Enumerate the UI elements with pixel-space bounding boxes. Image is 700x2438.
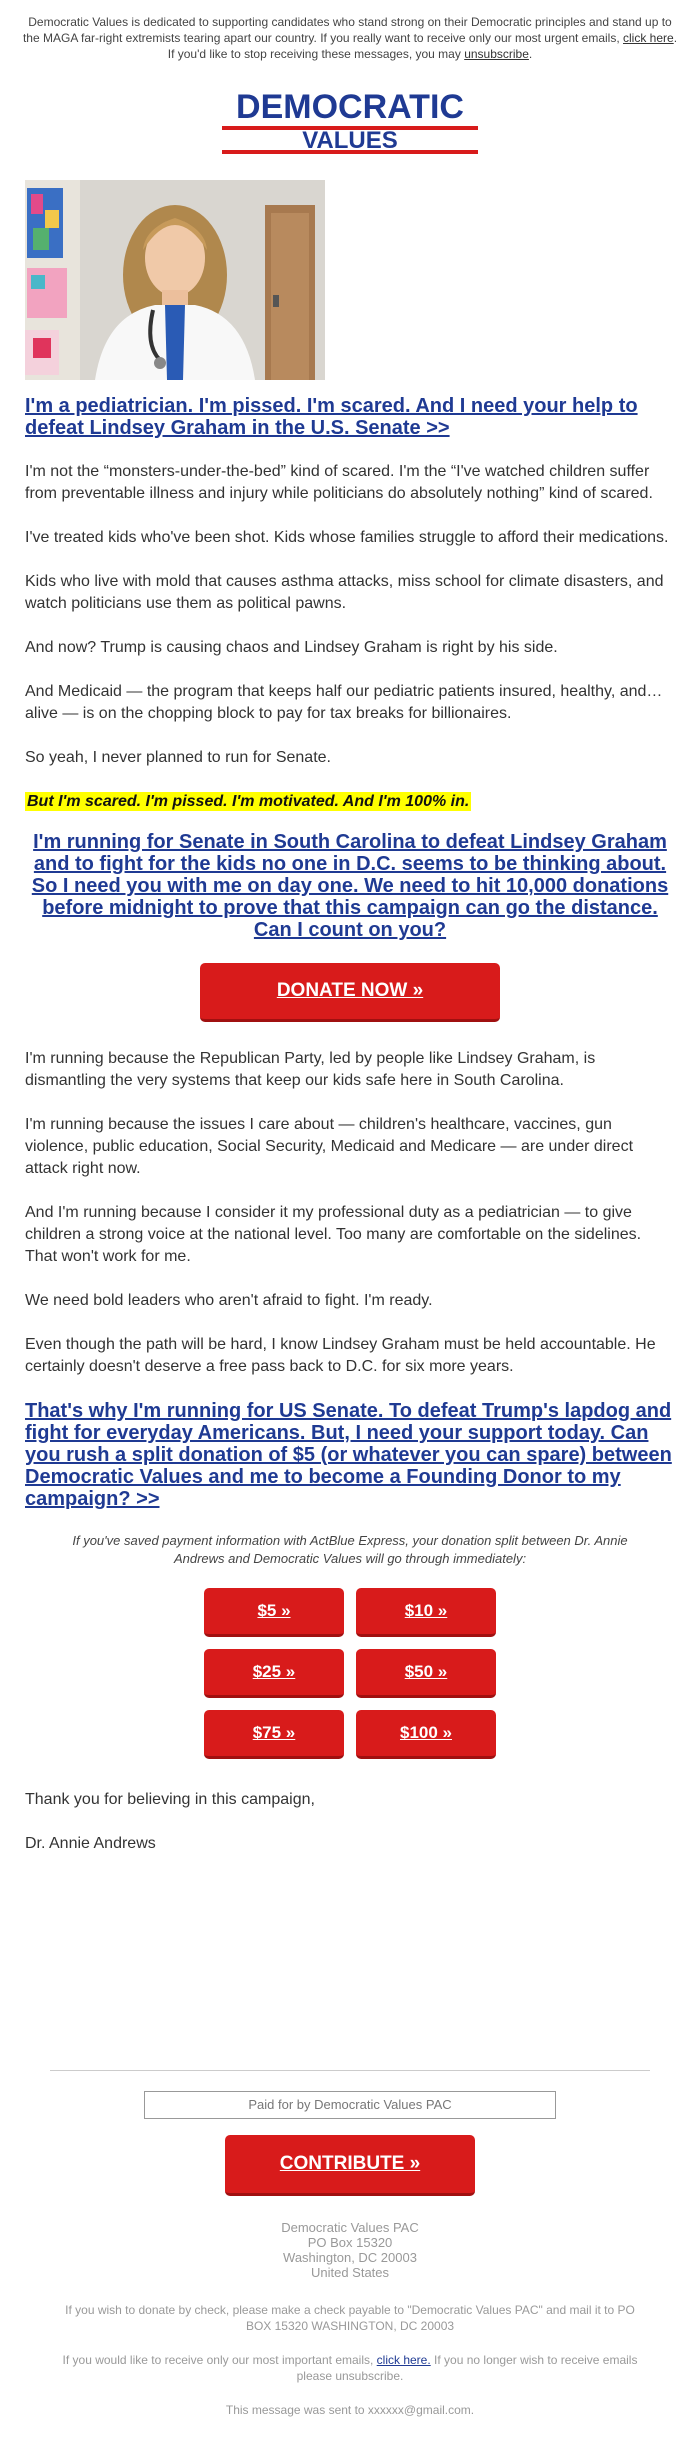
donate-50-button[interactable]: $50 » [356, 1649, 496, 1698]
donate-10-button[interactable]: $10 » [356, 1588, 496, 1637]
body-paragraph: I'm running because the Republican Party, led by people like Lindsey Graham, is dismantling the very systems that keep our kids safe here in South Carolina. [25, 1050, 596, 1089]
headline-link-2[interactable]: I'm running for Senate in South Carolina to defeat Lindsey Graham and to fight for the kids no one in D.C. seems to be thinking about. So I need you with me on day one. We need to hit 10,000 donations before midnight to prove that this campaign can go the distance. Can I count on you? [31, 831, 669, 941]
body-paragraph: I'm running because the issues I care about — children's healthcare, vaccines, gun violence, public education, Social Security, Medicaid and Medicare — are under direct attack right now. [25, 1116, 634, 1177]
democratic-values-logo [220, 86, 480, 156]
body-paragraph: I've treated kids who've been shot. Kids whose families struggle to afford their medications. [25, 529, 669, 546]
address-line: Washington, DC 20003 [283, 2250, 417, 2265]
logo-line1: DEMOCRATIC [236, 88, 464, 126]
footer-divider [50, 2070, 650, 2071]
donation-amounts [25, 1588, 675, 1759]
mailing-address [0, 2220, 700, 2280]
logo-line2: VALUES [302, 127, 398, 154]
unsubscribe-link[interactable]: unsubscribe [464, 47, 529, 61]
address-line: United States [310, 2265, 390, 2280]
body-paragraph: We need bold leaders who aren't afraid to fight. I'm ready. [25, 1292, 433, 1309]
signature: Dr. Annie Andrews [25, 1835, 156, 1852]
important-emails-link[interactable]: click here. [376, 2353, 431, 2367]
headline-link-3[interactable]: That's why I'm running for US Senate. To defeat Trump's lapdog and fight for everyday Americans. But, I need your support today. Can you rush a split donation of $5 (or whatever you can spare) between Democratic Values and me to become a Founding Donor to my campaign? >> [25, 1400, 672, 1510]
paid-for-disclaimer: Paid for by Democratic Values PAC [144, 2091, 556, 2119]
highlight-text: But I'm scared. I'm pissed. I'm motivated. And I'm 100% in. [27, 793, 470, 810]
donate-now-button[interactable]: DONATE NOW » [200, 963, 500, 1022]
contribute-button[interactable]: CONTRIBUTE » [225, 2135, 475, 2196]
footer [0, 2070, 700, 2436]
body-paragraph: Even though the path will be hard, I know Lindsey Graham must be held accountable. He certainly doesn't deserve a free pass back to D.C. for six more years. [25, 1336, 656, 1375]
sent-to-note: This message was sent to xxxxxx@gmail.com. [225, 2403, 475, 2417]
body-paragraph: And I'm running because I consider it my professional duty as a pediatrician — to give children a strong voice at the national level. Too many are comfortable on the sidelines. That won't work for me. [25, 1204, 642, 1265]
donate-5-button[interactable]: $5 » [204, 1588, 344, 1637]
closing-line: Thank you for believing in this campaign, [25, 1791, 315, 1808]
donate-25-button[interactable]: $25 » [204, 1649, 344, 1698]
preheader-text: Democratic Values is dedicated to supporting candidates who stand strong on their Democratic principles and stand up to the MAGA far-right extremists tearing apart our country. If you really want to receive only our most urgent emails, [22, 15, 672, 45]
body-paragraph: So yeah, I never planned to run for Senate. [25, 749, 331, 766]
email-preferences-note [0, 2352, 700, 2384]
actblue-note: If you've saved payment information with ActBlue Express, your donation split between Dr. Annie Andrews and Democratic Values will go through immediately: [72, 1533, 628, 1566]
highlight-line [25, 791, 675, 813]
preheader-text-end: . [528, 47, 533, 61]
headline-link-1[interactable]: I'm a pediatrician. I'm pissed. I'm scared. And I need your help to defeat Lindsey Graham in the U.S. Senate >> [25, 395, 638, 439]
body-paragraph: And now? Trump is causing chaos and Lindsey Graham is right by his side. [25, 639, 558, 656]
preheader [20, 14, 680, 62]
donate-100-button[interactable]: $100 » [356, 1710, 496, 1759]
urgent-emails-link[interactable]: click here [623, 31, 674, 45]
address-line: Democratic Values PAC [281, 2220, 419, 2235]
body-paragraph: Kids who live with mold that causes asthma attacks, miss school for climate disasters, and watch politicians use them as political pawns. [25, 573, 664, 612]
unsubscribe-text: If you no longer wish to receive emails please unsubscribe. [296, 2353, 638, 2383]
address-line: PO Box 15320 [307, 2235, 393, 2250]
check-donation-note: If you wish to donate by check, please make a check payable to "Democratic Values PAC" and mail it to PO BOX 15320 WASHINGTON, DC 20003 [65, 2303, 635, 2333]
body-paragraph: I'm not the “monsters-under-the-bed” kind of scared. I'm the “I've watched children suffer from preventable illness and injury while politicians do absolutely nothing” kind of scared. [25, 463, 653, 502]
preheader-text-middle: . If you'd like to stop receiving these messages, you may [167, 31, 678, 61]
urgent-text: If you would like to receive only our most important emails, [62, 2353, 377, 2367]
email-body [25, 395, 675, 1877]
donate-75-button[interactable]: $75 » [204, 1710, 344, 1759]
candidate-photo [25, 180, 325, 380]
body-paragraph: And Medicaid — the program that keeps half our pediatric patients insured, healthy, and…alive — is on the chopping block to pay for tax breaks for billionaires. [25, 683, 663, 722]
